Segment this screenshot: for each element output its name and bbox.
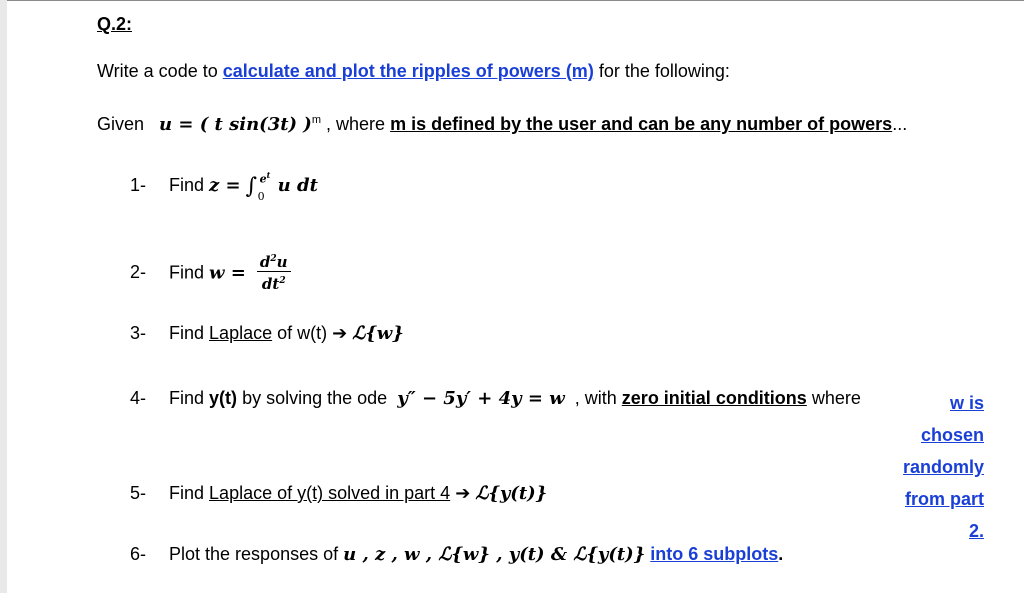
intro-line: Write a code to calculate and plot the ripples of powers (m) for the following: [97, 61, 730, 81]
item-3: 3- Find Laplace of w(t) ➔ ℒ{w} [130, 323, 404, 344]
given-line: Given u = ( t sin(3t) )$^m$ , where m is defined by the user and can be any number of powers... [97, 114, 908, 135]
integral-symbol: ∫ $e^t$ 0 [245, 170, 271, 203]
item-1: 1- Find z = ∫ $e^t$ 0 u dt [130, 170, 318, 203]
fraction-d2u-dt2: $\frac{d^2u}{dt^2}$ [257, 250, 291, 293]
given-formula: u = ( t sin(3t) ) [159, 114, 312, 135]
item-4: 4- Find y(t) by solving the ode y″ − 5y′ + 4y = w , with zero initial conditions where [130, 388, 861, 409]
item-2: 2- Find w = $\frac{d^2u}{dt^2}$ [130, 252, 291, 295]
item-4-link: w is chosen randomly from part 2. [902, 393, 984, 541]
left-margin-bar [0, 0, 7, 593]
top-rule [7, 0, 1024, 1]
item-6: 6- Plot the responses of u , z , w , ℒ{w} , y(t) & ℒ{y(t)} into 6 subplots. [130, 544, 784, 565]
given-emphasis: m is defined by the user and can be any number of powers [390, 114, 893, 134]
intro-link: calculate and plot the ripples of powers (m) [222, 61, 594, 81]
item-5: 5- Find Laplace of y(t) solved in part 4 ➔ ℒ{y(t)} [130, 483, 548, 504]
question-label: Q.2: [97, 14, 133, 34]
